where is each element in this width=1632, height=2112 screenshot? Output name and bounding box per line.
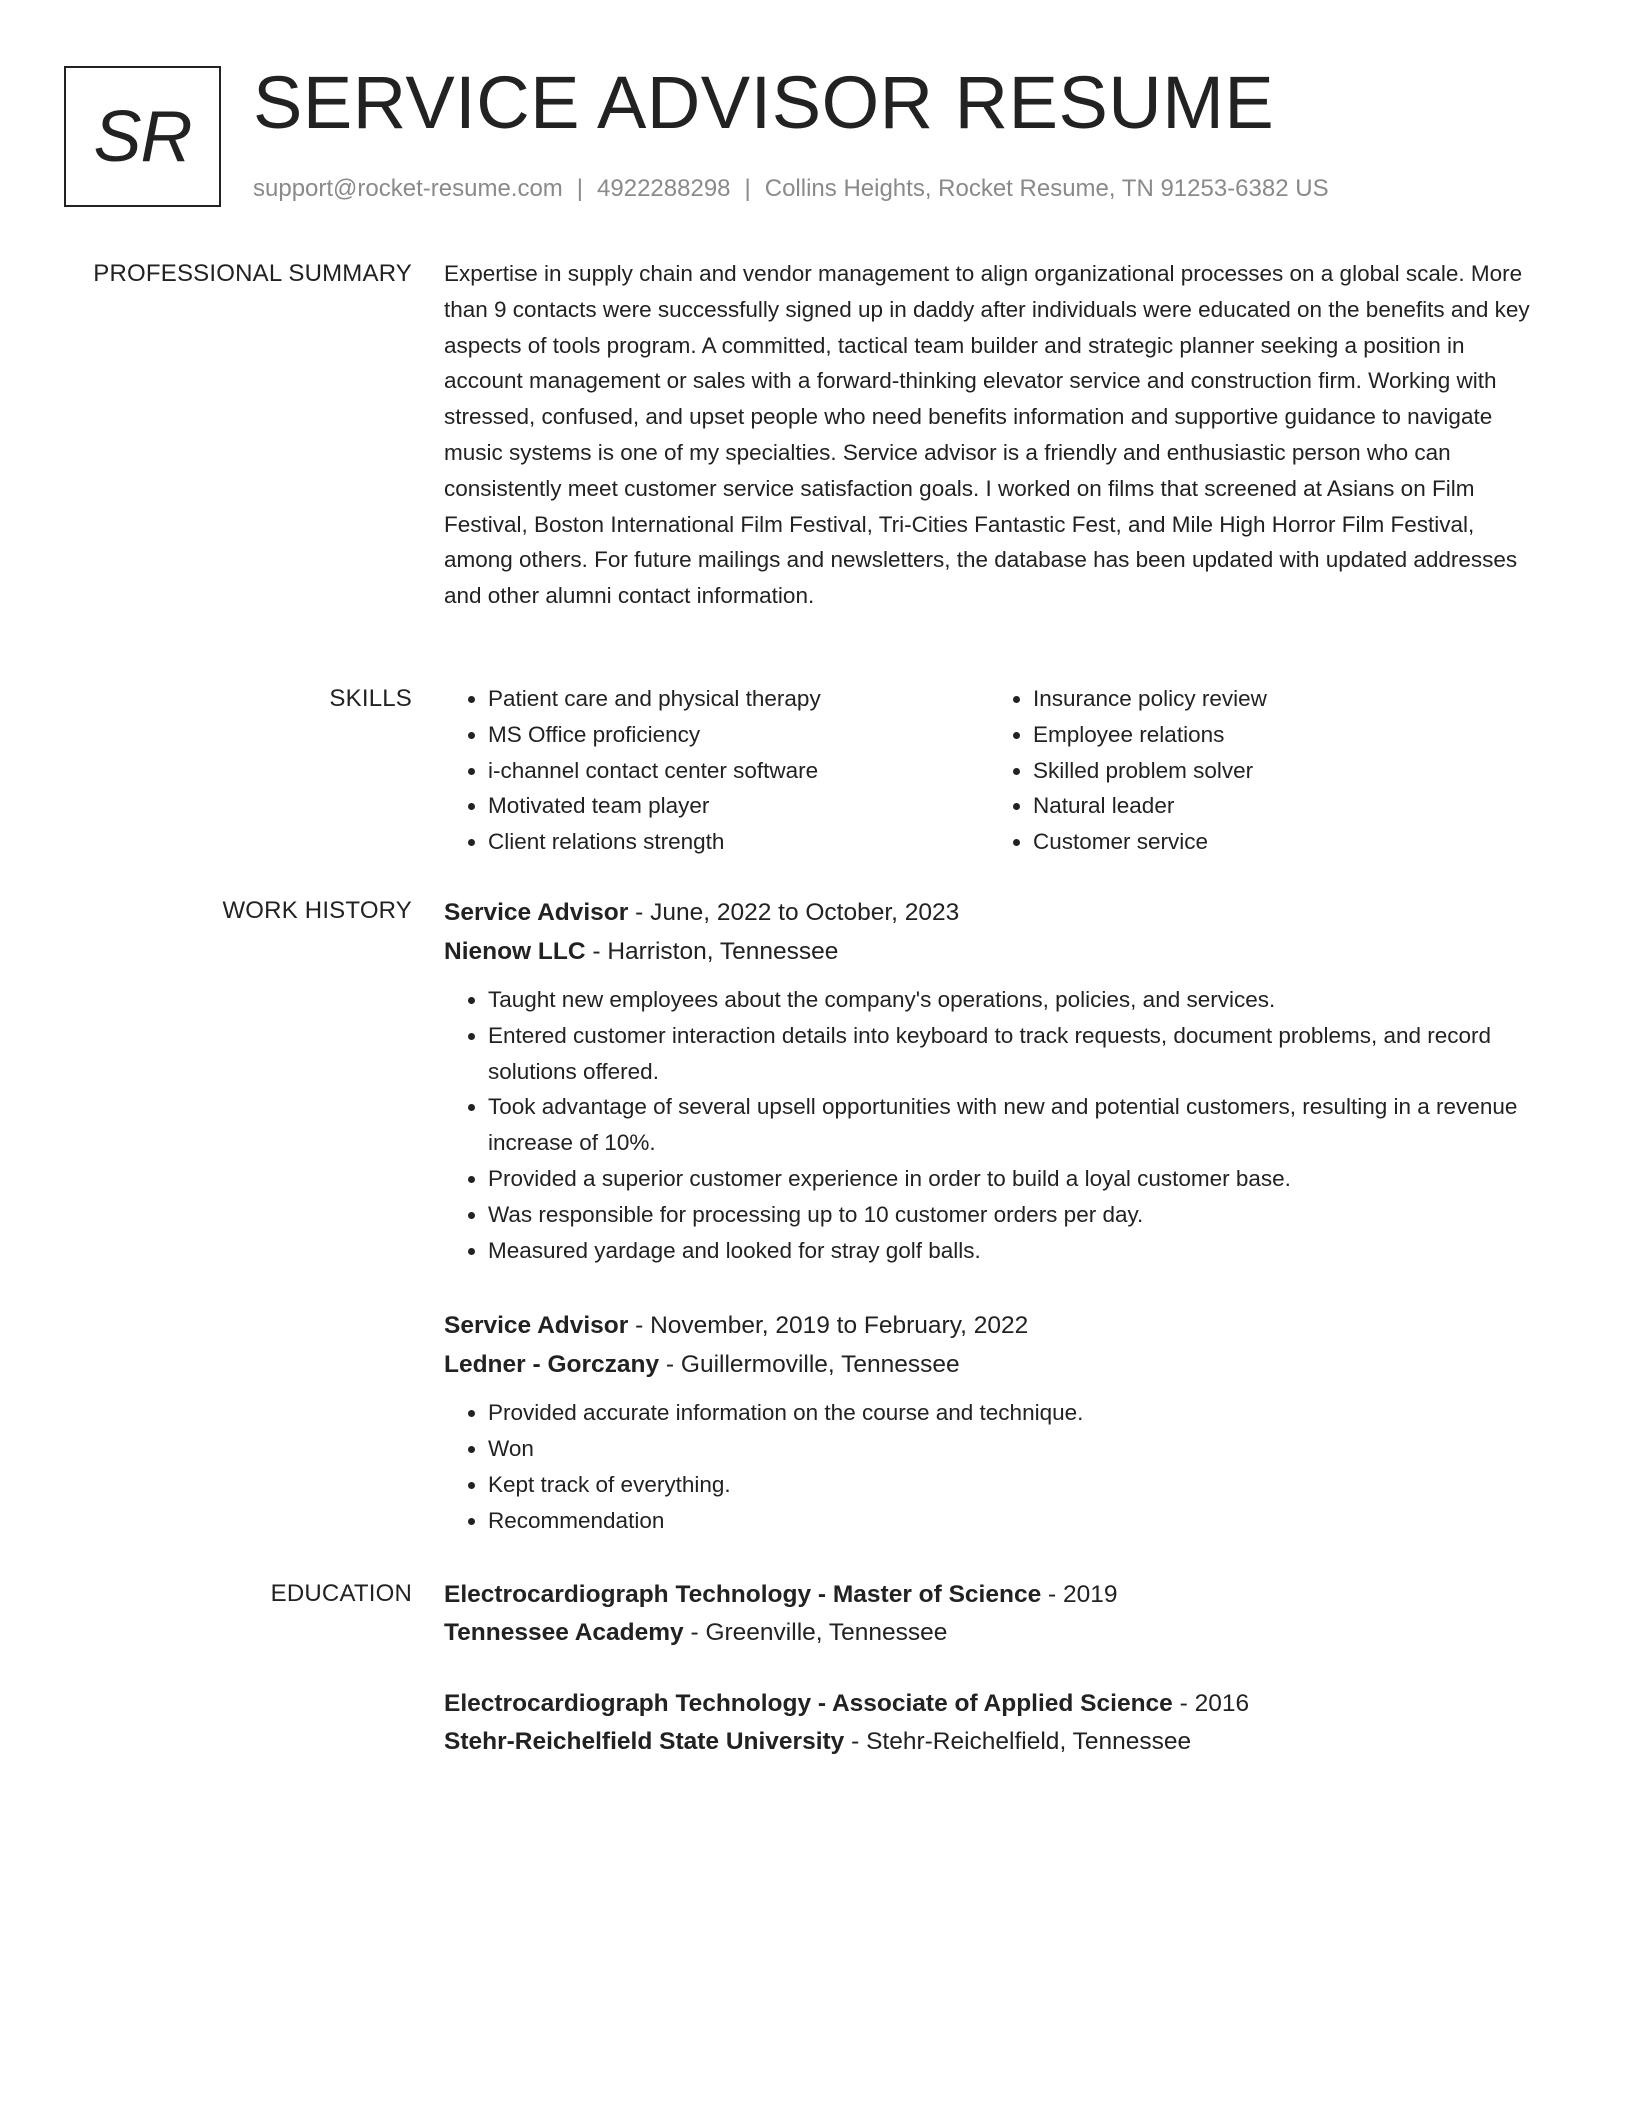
skills-body	[444, 681, 1544, 860]
skill-item: • Insurance policy review	[1033, 681, 1533, 717]
job-company: Nienow LLC	[444, 938, 586, 965]
job-entry	[444, 893, 1544, 1268]
resume-title: SERVICE ADVISOR RESUME	[253, 61, 1275, 144]
job-bullets	[444, 1395, 1544, 1538]
skill-item: • Client relations strength	[488, 824, 988, 860]
job-company: Ledner - Gorczany	[444, 1351, 660, 1379]
job-bullet: • Entered customer interaction details into keyboard to track requests, document problems, and record solutions offered.	[488, 1018, 1544, 1090]
job-bullets	[444, 982, 1544, 1268]
job-bullet: • Recommendation	[488, 1503, 1544, 1539]
monogram-box	[64, 66, 221, 207]
contact-separator: |	[744, 175, 751, 202]
job-dates: - November, 2019 to February, 2022	[628, 1312, 1029, 1340]
education-degree: Electrocardiograph Technology - Associate of Applied Science	[444, 1690, 1173, 1717]
job-entry	[444, 1306, 1544, 1538]
monogram-initials: SR	[93, 96, 192, 177]
skill-item: • Employee relations	[1033, 717, 1533, 753]
job-title: Service Advisor	[444, 899, 629, 926]
education-location: - Stehr-Reichelfield, Tennessee	[844, 1727, 1192, 1755]
job-location: - Harriston, Tennessee	[585, 938, 839, 965]
education-degree: Electrocardiograph Technology - Master of Science	[444, 1581, 1042, 1608]
education-year: - 2019	[1041, 1581, 1118, 1608]
job-bullet: • Measured yardage and looked for stray golf balls.	[488, 1233, 1544, 1269]
summary-body	[444, 256, 1544, 614]
skills-list-right	[989, 681, 1533, 860]
job-company-line	[444, 1345, 1544, 1384]
education-heading: EDUCATION	[270, 1580, 412, 1607]
job-company-line	[444, 932, 1544, 971]
skill-item: • Customer service	[1033, 824, 1533, 860]
job-location: - Guillermoville, Tennessee	[659, 1351, 960, 1379]
skill-item: • Skilled problem solver	[1033, 753, 1533, 789]
skill-item: • i-channel contact center software	[488, 753, 988, 789]
job-bullet: • Taught new employees about the company's operations, policies, and services.	[488, 982, 1544, 1018]
job-title: Service Advisor	[444, 1312, 629, 1340]
summary-text: Expertise in supply chain and vendor management to align organizational processes on a global scale. More than 9 contacts were successfully signed up in daddy after individuals were educated on the benefits and key aspects of tools program. A committed, tactical team builder and strategic planner seeking a position in account management or sales with a forward-thinking elevator service and construction firm. Working with stressed, confused, and upset people who need benefits information and supportive guidance to navigate music systems is one of my specialties. Service advisor is a friendly and enthusiastic person who can consistently meet customer service satisfaction goals. I worked on films that screened at Asians on Film Festival, Boston International Film Festival, Tri-Cities Fantastic Fest, and Mile High Horror Film Festival, among others. For future mailings and newsletters, the database has been updated with updated addresses and other alumni contact information.	[444, 261, 1530, 609]
education-entry	[444, 1576, 1544, 1651]
job-title-line	[444, 893, 1544, 932]
skill-item: • Motivated team player	[488, 788, 988, 824]
education-school-line	[444, 1723, 1544, 1761]
work-body	[444, 893, 1544, 1539]
contact-line	[253, 173, 1329, 205]
skill-item: • Patient care and physical therapy	[488, 681, 988, 717]
skills-list-left	[444, 681, 988, 860]
education-entry	[444, 1685, 1544, 1760]
skills-heading: SKILLS	[329, 685, 412, 712]
education-degree-line	[444, 1685, 1544, 1723]
job-bullet: • Was responsible for processing up to 10 customer orders per day.	[488, 1197, 1544, 1233]
contact-address: Collins Heights, Rocket Resume, TN 91253-6382 US	[764, 175, 1329, 202]
skill-item: • Natural leader	[1033, 788, 1533, 824]
job-bullet: • Provided accurate information on the course and technique.	[488, 1395, 1544, 1431]
job-bullet: • Provided a superior customer experience in order to build a loyal customer base.	[488, 1161, 1544, 1197]
job-bullet: • Took advantage of several upsell opportunities with new and potential customers, resulting in a revenue increase of 10%.	[488, 1089, 1544, 1161]
education-body	[444, 1576, 1544, 1760]
job-bullet: • Kept track of everything.	[488, 1467, 1544, 1503]
education-location: - Greenville, Tennessee	[683, 1618, 948, 1646]
contact-email: support@rocket-resume.com	[253, 175, 563, 202]
education-degree-line	[444, 1576, 1544, 1614]
education-school-line	[444, 1614, 1544, 1652]
job-dates: - June, 2022 to October, 2023	[628, 899, 960, 926]
job-title-line	[444, 1306, 1544, 1345]
education-school: Stehr-Reichelfield State University	[444, 1727, 845, 1755]
education-year: - 2016	[1172, 1690, 1250, 1717]
education-school: Tennessee Academy	[444, 1618, 684, 1646]
summary-heading: PROFESSIONAL SUMMARY	[93, 260, 412, 287]
contact-phone: 4922288298	[597, 175, 731, 202]
work-heading: WORK HISTORY	[222, 897, 412, 924]
job-bullet: • Won	[488, 1431, 1544, 1467]
skill-item: • MS Office proficiency	[488, 717, 988, 753]
contact-separator: |	[576, 175, 584, 202]
